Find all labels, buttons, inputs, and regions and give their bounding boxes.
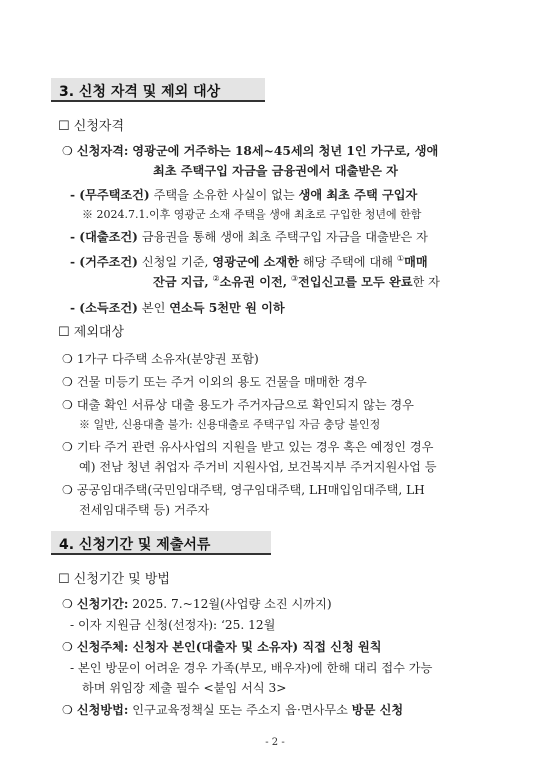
exclusion-item: ❍ 기타 주거 관련 유사사업의 지원을 받고 있는 경우 혹은 예정인 경우 [62,440,434,454]
bullet-icon: ❍ [62,375,73,389]
section-3-title: 3. 신청 자격 및 제외 대상 [51,78,265,102]
period-heading: ☐ 신청기간 및 방법 [58,572,170,587]
page-number: - 2 - [265,737,285,748]
section-4-title: 4. 신청기간 및 제출서류 [51,531,271,555]
exclusion-item: ❍ 대출 확인 서류상 대출 용도가 주거자금으로 확인되지 않는 경우 [62,398,414,412]
exclusion-item: ❍ 건물 미등기 또는 주거 이외의 용도 건물을 매매한 경우 [62,375,367,389]
eligibility-heading: ☐ 신청자격 [58,119,125,134]
bullet-icon: ❍ [62,597,73,611]
bullet-icon: ❍ [62,483,73,497]
period-note: - 이자 지원금 신청(선정자): ‘25. 12월 [70,618,276,632]
subject-item: ❍ 신청주체: 신청자 본인(대출자 및 소유자) 직접 신청 원칙 [62,640,382,654]
exclusion-item-continued: 예) 전남 청년 취업자 주거비 지원사업, 보건복지부 주거지원사업 등 [79,460,437,474]
exclusion-item: ❍ 1가구 다주택 소유자(분양권 포함) [62,352,259,366]
subject-note-line-2: 하며 위임장 제출 필수 <붙임 서식 3> [82,681,287,695]
bullet-icon: ❍ [62,398,73,412]
bullet-icon: ❍ [62,352,73,366]
residence-condition-line-1: - (거주조건) 신청일 기준, 영광군에 소재한 해당 주택에 대해 ①매매 [70,253,428,269]
method-item: ❍ 신청방법: 인구교육정책실 또는 주소지 읍·면사무소 방문 신청 [62,703,404,717]
residence-condition-line-2: 잔금 지급, ②소유권 이전, ③전입신고를 모두 완료한 자 [153,273,440,289]
exclusion-heading: ☐ 제외대상 [58,325,125,340]
bullet-icon: ❍ [62,440,73,454]
exclusion-note: ※ 일반, 신용대출 불가: 신용대출로 주택구입 자금 충당 불인정 [79,418,381,431]
bullet-icon: ❍ [62,703,73,717]
eligibility-main-line-2: 최초 주택구입 자금을 금융권에서 대출받은 자 [153,164,398,178]
period-item: ❍ 신청기간: 2025. 7.~12월(사업량 소진 시까지) [62,597,332,611]
house-condition: - (무주택조건) 주택을 소유한 사실이 없는 생애 최초 주택 구입자 [70,188,418,202]
house-note: ※ 2024.7.1.이후 영광군 소재 주택을 생애 최초로 구입한 청년에 한함 [82,208,422,221]
loan-condition: - (대출조건) 금융권을 통해 생애 최초 주택구입 자금을 대출받은 자 [70,230,428,244]
bullet-icon: ❍ [62,640,73,654]
bullet-icon: ❍ [62,144,73,158]
exclusion-item-continued: 전세임대주택 등) 거주자 [79,503,210,517]
income-condition: - (소득조건) 본인 연소득 5천만 원 이하 [70,301,285,315]
subject-note-line-1: - 본인 방문이 어려운 경우 가족(부모, 배우자)에 한해 대리 접수 가능 [70,661,433,675]
exclusion-item: ❍ 공공임대주택(국민임대주택, 영구임대주택, LH매입임대주택, LH [62,483,425,497]
eligibility-main-line-1: ❍ 신청자격: 영광군에 거주하는 18세~45세의 청년 1인 가구로, 생애 [62,144,439,158]
